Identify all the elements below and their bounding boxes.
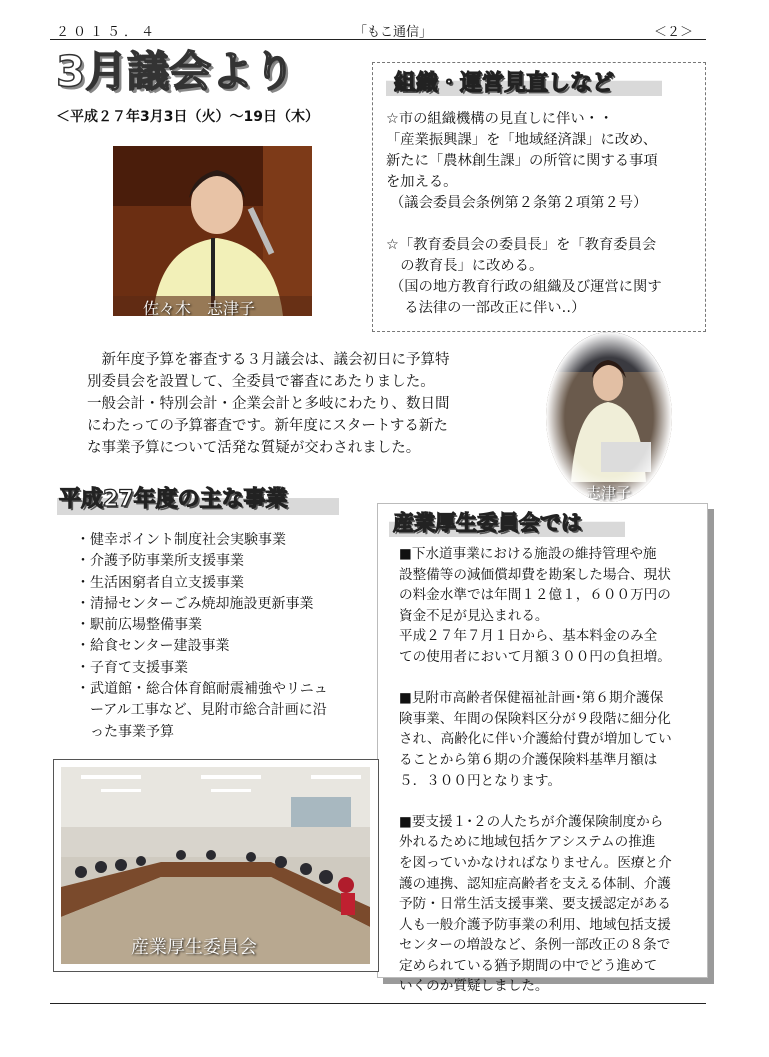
committee-line: ■見附市高齢者保健福祉計画･第６期介護保: [399, 690, 664, 707]
project-item: ・清掃センターごみ焼却施設更新事業: [76, 595, 314, 612]
committee-line: 護の連携、認知症高齢者を支える体制、介護: [399, 875, 671, 892]
header-rule: [50, 39, 706, 40]
org-line: （議会委員会条例第２条第２項第２号）: [390, 195, 648, 211]
project-item: ・子育て支援事業: [76, 659, 188, 676]
issue-date: ２０１５．４: [56, 25, 159, 40]
committee-line: ■下水道事業における施設の維持管理や施: [399, 546, 657, 562]
project-item: ・健幸ポイント制度社会実験事業: [76, 532, 286, 548]
footer-rule: [50, 1003, 706, 1004]
intro-line: 新年度予算を審査する３月議会は、議会初日に予算特: [87, 352, 450, 368]
intro-line: にわたっての予算審査です。新年度にスタートする新た: [87, 418, 448, 434]
committee-line: 人も一般介護予防事業の利用、地域包括支援: [399, 916, 671, 933]
committee-body: [399, 544, 699, 997]
project-item: ・介護予防事業所支援事業: [76, 553, 244, 570]
committee-line: 平成２７年７月１日から、基本料金のみ全: [399, 628, 658, 645]
org-line: ☆市の組織機構の見直しに伴い・・: [386, 111, 614, 127]
committee-photo-caption: 産業厚生委員会: [131, 937, 257, 958]
organization-body: [386, 109, 701, 319]
projects-list: [76, 530, 328, 743]
committee-heading: 産業厚生委員会では: [393, 511, 582, 535]
session-dates: ＜平成２７年3月3日（火）～19日（木）: [56, 109, 319, 125]
councillor-photo-image: [113, 146, 312, 316]
committee-heading-band: [389, 509, 625, 537]
committee-line: ることから第６期の介護保険料基準月額は: [399, 751, 658, 768]
intro-paragraph: [87, 349, 527, 459]
committee-line: いくのか質疑しました。: [399, 978, 549, 995]
committee-line: ５．３００円となります。: [399, 772, 562, 789]
page-number: ＜２＞: [654, 25, 694, 40]
org-spacer: [386, 214, 701, 235]
org-line: （国の地方教育行政の組織及び運営に関す: [390, 279, 662, 295]
committee-line: ■要支援１･２の人たちが介護保険制度から: [399, 813, 664, 830]
committee-line: ての使用者において月額３００円の負担増。: [399, 648, 671, 665]
newsletter-name: 「もこ通信」: [354, 25, 433, 40]
councillor-photo: [113, 146, 312, 316]
org-line: の教育長」に改める。: [386, 258, 544, 274]
projects-heading: 平成27年度の主な事業: [59, 487, 288, 512]
committee-spacer: [399, 668, 699, 689]
committee-line: 資金不足が見込まれる。: [399, 607, 549, 624]
committee-line: 険事業、年間の保険料区分が９段階に細分化: [399, 710, 671, 727]
committee-line: 予防・日常生活支援事業、要支援認定がある: [399, 896, 671, 913]
intro-line: な事業予算について活発な質疑が交わされました。: [87, 440, 421, 456]
committee-line: 定められている猶予期間の中でどう進めて: [399, 957, 658, 974]
committee-line: センターの増設など、条例一部改正の８条で: [399, 937, 671, 954]
oval-photo-caption: 志津子: [586, 484, 632, 502]
councillor-oval-photo-image: [546, 332, 672, 502]
project-item: ・給食センター建設事業: [76, 638, 230, 655]
projects-heading-band: [57, 484, 339, 515]
org-line: を加える。: [386, 174, 458, 190]
committee-line: され、高齢化に伴い介護給付費が増加してい: [399, 731, 672, 748]
org-line: 「産業振興課」を「地域経済課」に改め、: [386, 132, 658, 148]
committee-line: 設整備等の減価償却費を勘案した場合、現状: [399, 566, 671, 583]
project-item: った事業予算: [76, 723, 174, 740]
project-item: ・駅前広場整備事業: [76, 617, 202, 634]
committee-line: の料金水準では年間１２億１，６００万円の: [399, 587, 671, 604]
committee-line: を図っていかなければなりません。医療と介: [399, 854, 672, 871]
project-item: ・生活困窮者自立支援事業: [76, 574, 244, 591]
organization-heading-band: [386, 68, 662, 96]
committee-line: 外れるために地域包括ケアシステムの推進: [399, 834, 656, 851]
page-title: 3月議会より: [56, 47, 296, 96]
intro-line: 別委員会を設置して、全委員で審査にあたりました。: [87, 374, 435, 390]
intro-line: 一般会計・特別会計・企業会計と多岐にわたり、数日間: [87, 396, 450, 412]
org-line: 新たに「農林創生課」の所管に関する事項: [386, 153, 658, 169]
org-line: ☆「教育委員会の委員長」を「教育委員会: [386, 237, 657, 253]
project-item: ーアル工事など、見附市総合計画に沿: [76, 702, 327, 719]
org-line: る法律の一部改正に伴い‥）: [390, 300, 586, 316]
project-item: ・武道館・総合体育館耐震補強やリニュ: [76, 681, 328, 698]
organization-heading: 組織・運営見直しなど: [394, 71, 615, 96]
councillor-photo-caption: 佐々木 志津子: [143, 299, 256, 316]
committee-spacer: [399, 791, 699, 812]
councillor-oval-photo: [546, 332, 672, 502]
committee-photo: [61, 767, 370, 964]
